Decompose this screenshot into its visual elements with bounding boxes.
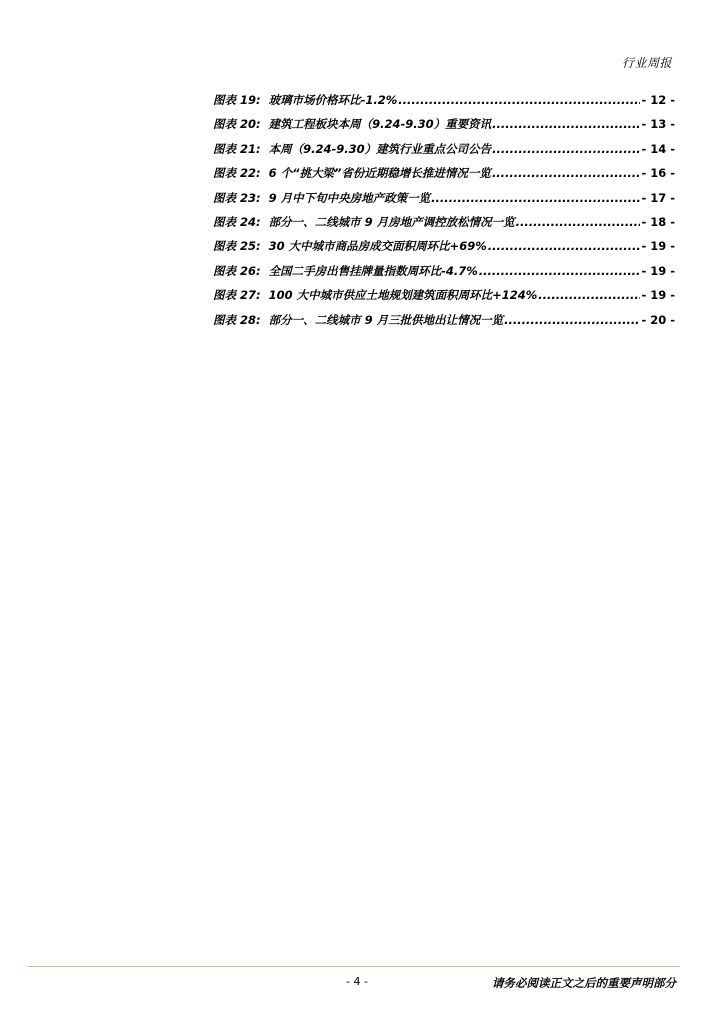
toc-dot-leader: [431, 191, 640, 205]
toc-entry[interactable]: [213, 287, 675, 311]
toc-entry-title: 30 大中城市商品房成交面积周环比+69%: [268, 239, 487, 254]
toc-entry-page: - 20 -: [641, 312, 675, 327]
toc-entry[interactable]: [213, 165, 675, 189]
toc-entry[interactable]: [213, 263, 675, 287]
toc-entry[interactable]: [213, 238, 675, 262]
toc-entry-label: 图表 23:: [213, 190, 261, 205]
toc-entry[interactable]: [213, 312, 675, 336]
toc-entry-label: 图表 21:: [213, 141, 261, 156]
toc-entry-page: - 17 -: [641, 190, 675, 205]
figure-index-list: [213, 92, 675, 336]
toc-entry-page: - 13 -: [641, 117, 675, 132]
toc-dot-leader: [516, 215, 641, 229]
report-type-title: 行业周报: [621, 56, 672, 70]
toc-entry-title: 部分一、二线城市 9 月房地产调控放松情况一览: [268, 214, 515, 229]
toc-dot-leader: [538, 288, 640, 302]
toc-entry[interactable]: [213, 92, 675, 116]
toc-entry-page: - 19 -: [641, 263, 675, 278]
toc-entry-label: 图表 25:: [213, 239, 261, 254]
toc-entry-title: 玻璃市场价格环比-1.2%: [268, 93, 398, 107]
toc-entry-page: - 16 -: [641, 166, 675, 181]
footer-page-number: - 4 -: [346, 975, 368, 988]
toc-dot-leader: [492, 117, 640, 131]
toc-entry[interactable]: [213, 116, 675, 140]
toc-entry-page: - 18 -: [641, 214, 675, 229]
toc-dot-leader: [479, 264, 641, 278]
toc-entry-title: 6 个“挑大梁”省份近期稳增长推进情况一览: [268, 166, 491, 181]
toc-entry-title: 本周（9.24-9.30）建筑行业重点公司公告: [268, 141, 492, 156]
toc-entry-label: 图表 27:: [213, 288, 261, 303]
toc-entry-title: 9 月中下旬中央房地产政策一览: [268, 190, 431, 205]
toc-entry[interactable]: [213, 141, 675, 165]
toc-entry-page: - 14 -: [641, 141, 675, 156]
toc-dot-leader: [488, 239, 641, 253]
toc-entry-label: 图表 28:: [213, 312, 261, 327]
toc-dot-leader: [492, 166, 641, 180]
toc-entry-title: 100 大中城市供应土地规划建筑面积周环比+124%: [268, 288, 538, 303]
toc-entry-label: 图表 24:: [213, 214, 261, 229]
toc-entry-label: 图表 26:: [213, 263, 261, 278]
toc-entry[interactable]: [213, 190, 675, 214]
footer-divider: [28, 966, 680, 967]
toc-entry-page: - 19 -: [641, 239, 675, 254]
footer-disclaimer: 请务必阅读正文之后的重要声明部分: [492, 976, 676, 990]
toc-entry[interactable]: [213, 214, 675, 238]
toc-entry-title: 建筑工程板块本周（9.24-9.30）重要资讯: [268, 117, 492, 132]
toc-entry-label: 图表 20:: [213, 117, 261, 132]
toc-entry-page: - 19 -: [641, 288, 675, 303]
toc-entry-label: 图表 22:: [213, 166, 261, 181]
toc-dot-leader: [398, 93, 640, 107]
toc-entry-label: 图表 19:: [213, 93, 261, 107]
toc-dot-leader: [504, 313, 640, 327]
toc-entry-page: - 12 -: [641, 93, 675, 107]
toc-entry-title: 部分一、二线城市 9 月三批供地出让情况一览: [268, 312, 504, 327]
toc-dot-leader: [492, 142, 640, 156]
toc-entry-title: 全国二手房出售挂牌量指数周环比-4.7%: [268, 263, 478, 278]
